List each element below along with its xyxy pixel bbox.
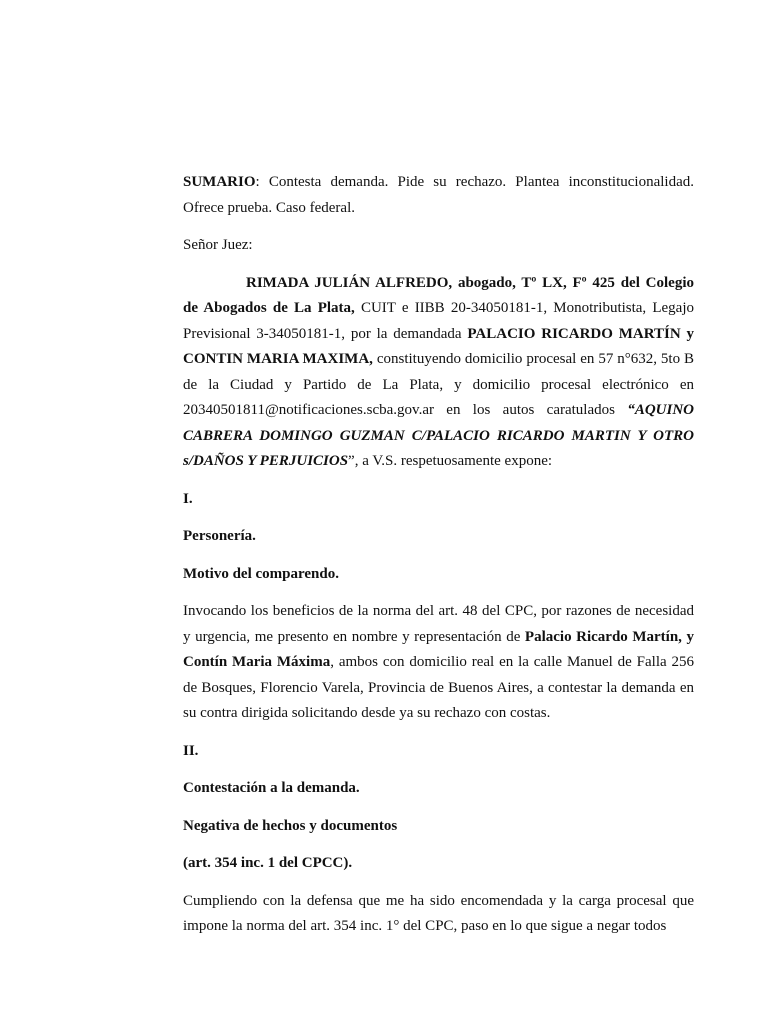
section-1-numeral: I. [183, 490, 193, 507]
section-1-title: Personería. [183, 528, 256, 544]
intro-text-2: constituyendo domicilio procesal en 57 n°632, 5to B de la Ciudad y Partido de La Plata, y domicilio procesal electrónico en 20340501811@notificaciones.scba.gov.ar en los autos caratulados [183, 351, 694, 418]
document-page [183, 170, 694, 952]
case-title: “AQUINO CABRERA DOMINGO GUZMAN C/PALACIO RICARDO MARTIN Y OTRO s/DAÑOS Y PERJUICIOS [183, 402, 694, 469]
section-1-subtitle: Motivo del comparendo. [183, 565, 339, 582]
section-1-body-text-1: Invocando los beneficios de la norma del art. 48 del CPC, por razones de necesidad y urgencia, me presento en nombre y representación de [183, 603, 694, 645]
section-2-body: Cumpliendo con la defensa que me ha sido encomendada y la carga procesal que impone la norma del art. 354 inc. 1° del CPC, paso en lo que sigue a negar todos [183, 892, 694, 934]
salutation: Señor Juez: [183, 237, 253, 253]
section-1-body-bold: Palacio Ricardo Martín, y Contín Maria Máxima [183, 628, 694, 670]
section-1-body-text-2: , ambos con domicilio real en la calle Manuel de Falla 256 de Bosques, Florencio Varela, Provincia de Buenos Aires, a contestar la demanda en su contra dirigida solicitando desde ya su rechazo con costas. [183, 654, 695, 721]
intro-paragraph [183, 271, 694, 475]
section-2-numeral: II. [183, 742, 199, 759]
intro-text-3: ”, a V.S. respetuosamente expone: [348, 453, 553, 469]
sumario-paragraph [183, 170, 694, 221]
section-2-title: Contestación a la demanda. [183, 780, 360, 796]
sumario-label: SUMARIO [183, 174, 256, 190]
defendants-names: PALACIO RICARDO MARTÍN y CONTIN MARIA MAXIMA, [183, 325, 694, 367]
sumario-text: : Contesta demanda. Pide su rechazo. Plantea inconstitucionalidad. Ofrece prueba. Caso federal. [183, 174, 694, 216]
intro-text-1: CUIT e IIBB 20-34050181-1, Monotributista, Legajo Previsional 3-34050181-1, por la demandada [183, 300, 695, 342]
lawyer-identification: RIMADA JULIÁN ALFREDO, abogado, Tº LX, Fº 425 del Colegio de Abogados de La Plata, [183, 274, 694, 316]
section-1-body [183, 599, 694, 727]
section-2-subtitle: Negativa de hechos y documentos [183, 817, 398, 834]
section-2-reference: (art. 354 inc. 1 del CPCC). [183, 855, 353, 871]
